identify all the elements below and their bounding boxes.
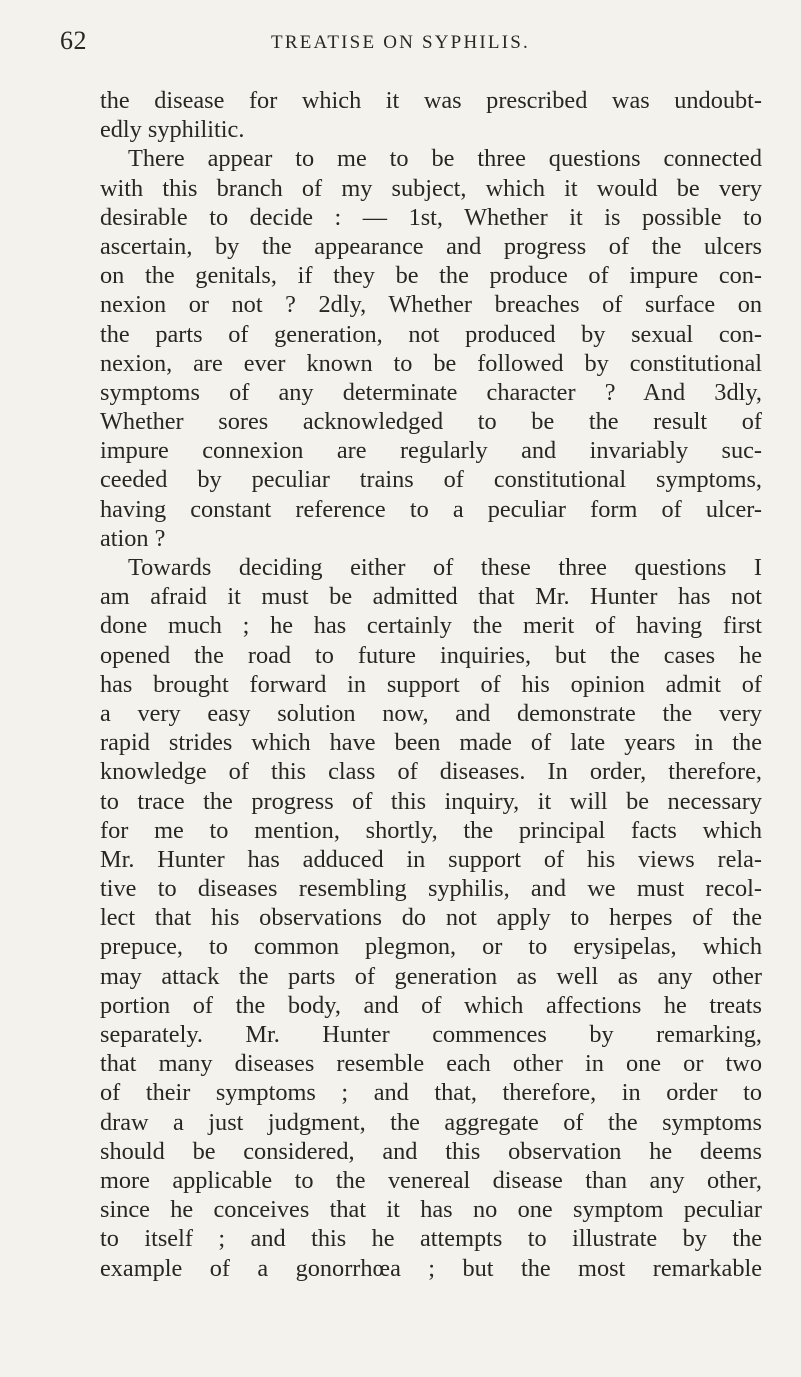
text-line: example of a gonorrhœa ; but the most remarkable <box>100 1254 762 1282</box>
paragraph-start-line: Towards deciding either of these three questions I <box>128 554 762 581</box>
text-line: the parts of generation, not produced by sexual con- <box>100 320 762 348</box>
text-line: has brought forward in support of his opinion admit of <box>100 670 762 698</box>
text-line: prepuce, to common plegmon, or to erysipelas, which <box>100 933 762 961</box>
text-line: on the genitals, if they be the produce of impure con- <box>100 262 762 290</box>
text-line: opened the road to future inquiries, but the cases he <box>100 641 762 669</box>
text-line: separately. Mr. Hunter commences by remarking, <box>100 1021 762 1048</box>
text-line: the disease for which it was prescribed was undoubt- <box>100 87 762 114</box>
text-line: more applicable to the venereal disease than any other, <box>100 1166 762 1194</box>
text-line: to trace the progress of this inquiry, it will be necessary <box>100 787 762 815</box>
text-line: Mr. Hunter has adduced in support of his views rela- <box>100 845 762 873</box>
text-line: tive to diseases resembling syphilis, and we must recol- <box>100 875 762 903</box>
text-line: symptoms of any determinate character ? And 3dly, <box>100 378 762 406</box>
text-line: of their symptoms ; and that, therefore, in order to <box>100 1079 762 1107</box>
text-line: ation ? <box>100 524 166 552</box>
text-line: with this branch of my subject, which it would be very <box>100 174 762 202</box>
text-line: portion of the body, and of which affections he treats <box>100 991 762 1019</box>
text-line: rapid strides which have been made of late years in the <box>100 729 762 757</box>
text-line: should be considered, and this observation he deems <box>100 1137 762 1165</box>
text-line: that many diseases resemble each other in one or two <box>100 1050 762 1078</box>
text-line: knowledge of this class of diseases. In order, therefore, <box>100 758 762 786</box>
text-line: draw a just judgment, the aggregate of the symptoms <box>100 1108 762 1136</box>
text-line: ceeded by peculiar trains of constitutional symptoms, <box>100 466 762 494</box>
body-text <box>100 86 762 1283</box>
text-line: Whether sores acknowledged to be the result of <box>100 408 762 436</box>
text-line: desirable to decide : — 1st, Whether it is possible to <box>100 203 762 231</box>
paragraph-start-line: There appear to me to be three questions connected <box>128 145 762 173</box>
text-line: impure connexion are regularly and invariably suc- <box>100 437 762 465</box>
text-line: since he conceives that it has no one symptom peculiar <box>100 1196 762 1224</box>
page-number: 62 <box>60 26 87 55</box>
text-line: a very easy solution now, and demonstrate the very <box>100 699 762 727</box>
text-line: for me to mention, shortly, the principal facts which <box>100 816 762 844</box>
text-line: lect that his observations do not apply to herpes of the <box>100 904 762 932</box>
text-line: ascertain, by the appearance and progress of the ulcers <box>100 232 762 260</box>
text-line: to itself ; and this he attempts to illustrate by the <box>100 1225 762 1253</box>
text-line: may attack the parts of generation as well as any other <box>100 962 762 990</box>
text-line: done much ; he has certainly the merit of having first <box>100 612 762 640</box>
running-head: TREATISE ON SYPHILIS. <box>271 32 530 53</box>
text-line: nexion, are ever known to be followed by constitutional <box>100 349 762 377</box>
text-line: am afraid it must be admitted that Mr. Hunter has not <box>100 583 762 611</box>
text-line: having constant reference to a peculiar form of ulcer- <box>100 495 762 523</box>
text-line: nexion or not ? 2dly, Whether breaches of surface on <box>100 291 762 319</box>
text-line: edly syphilitic. <box>100 116 245 144</box>
